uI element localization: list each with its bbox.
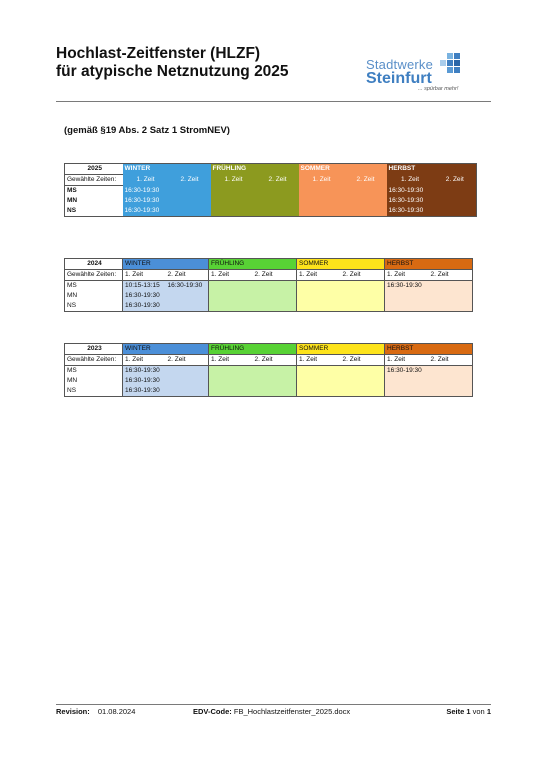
winter-time-2 <box>166 376 209 386</box>
page-current: 1 <box>466 707 471 716</box>
voltage-level-label: NS <box>65 301 123 312</box>
page-total: 1 <box>486 707 491 716</box>
sommer-slot-2: 2. Zeit <box>343 175 387 186</box>
fruehling-cell <box>211 186 299 197</box>
winter-time-1: 16:30-19:30 <box>123 366 166 377</box>
sommer-cell <box>297 281 385 292</box>
page-word: Seite <box>446 707 465 716</box>
season-herbst: HERBST <box>385 344 473 355</box>
herbst-time-2 <box>429 281 473 292</box>
table-row <box>65 301 473 312</box>
table-row <box>65 206 477 217</box>
sommer-slot-1: 1. Zeit <box>297 270 341 281</box>
herbst-time-1: 16:30-19:30 <box>387 206 432 217</box>
winter-slot-1: 1. Zeit <box>123 175 167 186</box>
herbst-time-2 <box>429 291 473 301</box>
table-year: 2025 <box>65 164 123 175</box>
fruehling-cell <box>209 281 297 292</box>
winter-time-1: 16:30-19:30 <box>123 376 166 386</box>
voltage-level-label: MS <box>67 187 77 194</box>
winter-time-1: 16:30-19:30 <box>123 386 166 397</box>
herbst-time-2 <box>429 386 473 397</box>
table-slot-row <box>65 270 473 281</box>
winter-time-2 <box>167 206 211 217</box>
winter-time-2 <box>166 291 209 301</box>
header-divider <box>56 101 491 102</box>
fruehling-slot-2: 2. Zeit <box>255 175 299 186</box>
winter-time-2 <box>166 301 209 312</box>
voltage-level-label: NS <box>65 386 123 397</box>
sommer-cell <box>299 206 387 217</box>
fruehling-cell <box>209 301 297 312</box>
sommer-cell <box>299 196 387 206</box>
document-title <box>56 45 289 81</box>
season-winter: WINTER <box>123 259 209 270</box>
table-year: 2023 <box>65 344 123 355</box>
logo-text-steinfurt: Steinfurt <box>366 70 432 87</box>
winter-time-2 <box>167 196 211 206</box>
season-fruehling: FRÜHLING <box>211 164 299 175</box>
revision-date: 01.08.2024 <box>97 707 136 716</box>
herbst-time-1: 16:30-19:30 <box>387 196 432 206</box>
fruehling-slot-1: 1. Zeit <box>209 270 253 281</box>
season-sommer: SOMMER <box>297 259 385 270</box>
footer-edv-code <box>193 707 350 716</box>
table-row <box>65 281 473 292</box>
logo-tagline: ... spürbar mehr! <box>418 86 459 92</box>
fruehling-slot-2: 2. Zeit <box>253 270 297 281</box>
winter-time-2 <box>166 366 209 377</box>
herbst-time-1 <box>385 376 429 386</box>
sommer-slot-1: 1. Zeit <box>299 175 343 186</box>
table-year: 2024 <box>65 259 123 270</box>
fruehling-cell <box>209 376 297 386</box>
hlzf-table-2025 <box>64 163 477 217</box>
sommer-cell <box>297 301 385 312</box>
winter-slot-1: 1. Zeit <box>123 355 166 366</box>
herbst-time-2 <box>432 206 477 217</box>
fruehling-slot-1: 1. Zeit <box>211 175 255 186</box>
table-row <box>65 291 473 301</box>
herbst-slot-1: 1. Zeit <box>385 270 429 281</box>
winter-time-2 <box>167 186 211 197</box>
title-line-2: für atypische Netznutzung 2025 <box>56 63 289 80</box>
winter-time-2 <box>166 386 209 397</box>
table-row <box>65 196 477 206</box>
footer-revision <box>56 707 135 716</box>
winter-time-1: 10:15-13:15 <box>123 281 166 292</box>
footer-divider <box>56 704 491 705</box>
sommer-cell <box>297 291 385 301</box>
season-herbst: HERBST <box>387 164 477 175</box>
sommer-slot-1: 1. Zeit <box>297 355 341 366</box>
page-of: von <box>472 707 485 716</box>
herbst-slot-2: 2. Zeit <box>429 355 473 366</box>
season-sommer: SOMMER <box>299 164 387 175</box>
season-winter: WINTER <box>123 344 209 355</box>
sommer-cell <box>299 186 387 197</box>
row-header-label: Gewählte Zeiten: <box>65 270 123 281</box>
voltage-level-label: NS <box>67 207 77 214</box>
title-line-1: Hochlast-Zeitfenster (HLZF) <box>56 45 261 62</box>
herbst-time-1: 16:30-19:30 <box>387 186 432 197</box>
herbst-time-2 <box>432 196 477 206</box>
row-header-label: Gewählte Zeiten: <box>65 175 123 186</box>
season-herbst: HERBST <box>385 259 473 270</box>
sommer-slot-2: 2. Zeit <box>341 270 385 281</box>
voltage-level-label: MN <box>67 197 78 204</box>
table-row <box>65 376 473 386</box>
season-fruehling: FRÜHLING <box>209 259 297 270</box>
table-row <box>65 186 477 197</box>
herbst-slot-2: 2. Zeit <box>429 270 473 281</box>
herbst-slot-1: 1. Zeit <box>385 355 429 366</box>
voltage-level-label: MS <box>65 366 123 377</box>
legal-reference: (gemäß §19 Abs. 2 Satz 1 StromNEV) <box>64 125 230 136</box>
winter-slot-1: 1. Zeit <box>123 270 166 281</box>
herbst-time-1: 16:30-19:30 <box>385 366 429 377</box>
winter-slot-2: 2. Zeit <box>166 355 209 366</box>
sommer-cell <box>297 366 385 377</box>
fruehling-slot-1: 1. Zeit <box>209 355 253 366</box>
sommer-slot-2: 2. Zeit <box>341 355 385 366</box>
table-slot-row <box>65 355 473 366</box>
winter-time-2: 16:30-19:30 <box>166 281 209 292</box>
season-winter: WINTER <box>123 164 211 175</box>
fruehling-cell <box>209 366 297 377</box>
hlzf-table-2023 <box>64 343 473 397</box>
table-row <box>65 366 473 377</box>
season-fruehling: FRÜHLING <box>209 344 297 355</box>
season-sommer: SOMMER <box>297 344 385 355</box>
winter-slot-2: 2. Zeit <box>167 175 211 186</box>
fruehling-slot-2: 2. Zeit <box>253 355 297 366</box>
herbst-time-2 <box>429 301 473 312</box>
herbst-time-2 <box>432 186 477 197</box>
revision-label: Revision: <box>56 707 90 716</box>
footer-page-number <box>446 707 491 716</box>
winter-time-1: 16:30-19:30 <box>123 196 167 206</box>
winter-time-1: 16:30-19:30 <box>123 186 167 197</box>
fruehling-cell <box>211 196 299 206</box>
winter-time-1: 16:30-19:30 <box>123 291 166 301</box>
table-season-row <box>65 259 473 270</box>
voltage-level-label: MS <box>65 281 123 292</box>
edv-label: EDV-Code: <box>193 707 232 716</box>
table-season-row <box>65 344 473 355</box>
hlzf-table-2024 <box>64 258 473 312</box>
winter-slot-2: 2. Zeit <box>166 270 209 281</box>
voltage-level-label: MN <box>65 376 123 386</box>
herbst-time-1 <box>385 291 429 301</box>
row-header-label: Gewählte Zeiten: <box>65 355 123 366</box>
herbst-slot-1: 1. Zeit <box>387 175 432 186</box>
stadtwerke-logo <box>366 53 490 97</box>
sommer-cell <box>297 376 385 386</box>
sommer-cell <box>297 386 385 397</box>
herbst-time-1 <box>385 301 429 312</box>
fruehling-cell <box>211 206 299 217</box>
edv-value: FB_Hochlastzeitfenster_2025.docx <box>233 707 351 716</box>
table-season-row <box>65 164 477 175</box>
herbst-time-2 <box>429 366 473 377</box>
voltage-level-label: MN <box>65 291 123 301</box>
herbst-time-1: 16:30-19:30 <box>385 281 429 292</box>
logo-text-stadtwerke: Stadtwerke <box>366 57 434 72</box>
herbst-time-1 <box>385 386 429 397</box>
fruehling-cell <box>209 291 297 301</box>
table-slot-row <box>65 175 477 186</box>
winter-time-1: 16:30-19:30 <box>123 301 166 312</box>
herbst-slot-2: 2. Zeit <box>432 175 477 186</box>
herbst-time-2 <box>429 376 473 386</box>
fruehling-cell <box>209 386 297 397</box>
winter-time-1: 16:30-19:30 <box>123 206 167 217</box>
table-row <box>65 386 473 397</box>
